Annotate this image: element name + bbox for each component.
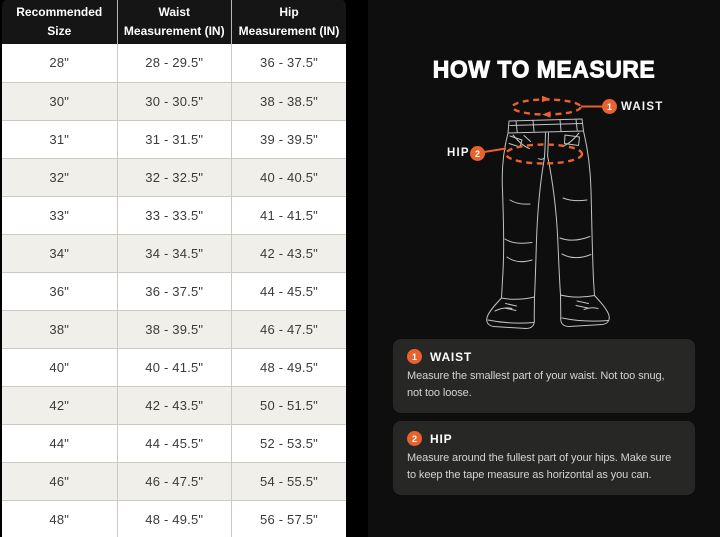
size-table — [2, 0, 346, 537]
pants-illustration — [465, 90, 625, 340]
waist-cell: 30 - 30.5" — [117, 82, 232, 120]
table-row — [2, 234, 346, 272]
measurement-cards — [393, 339, 695, 495]
size-chart — [0, 0, 349, 537]
size-cell: 34" — [2, 234, 117, 272]
size-cell: 46" — [2, 462, 117, 500]
table-row — [2, 196, 346, 234]
hip-card-badge: 2 — [407, 431, 422, 446]
table-row — [2, 82, 346, 120]
size-cell: 36" — [2, 272, 117, 310]
hip-cell: 36 - 37.5" — [232, 44, 347, 82]
hip-cell: 56 - 57.5" — [232, 500, 347, 537]
size-cell: 40" — [2, 348, 117, 386]
size-cell: 28" — [2, 44, 117, 82]
hip-cell: 48 - 49.5" — [232, 348, 347, 386]
table-row — [2, 120, 346, 158]
table-row — [2, 462, 346, 500]
hip-cell: 52 - 53.5" — [232, 424, 347, 462]
measurement-diagram — [368, 0, 720, 345]
size-cell: 48" — [2, 500, 117, 537]
header-line: Size — [47, 24, 72, 38]
header-line: Hip — [279, 5, 299, 20]
waist-cell: 46 - 47.5" — [117, 462, 232, 500]
table-row — [2, 158, 346, 196]
waist-tape-ellipse — [513, 100, 581, 115]
waist-cell: 38 - 39.5" — [117, 310, 232, 348]
tape-arrow-right-icon — [542, 96, 551, 102]
table-row — [2, 310, 346, 348]
waist-card-header — [407, 349, 681, 364]
hip-card-text: Measure around the fullest part of your hips. Make sure to keep the tape measure as horizontal as you can. — [407, 452, 672, 482]
waist-cell: 28 - 29.5" — [117, 44, 232, 82]
waist-cell: 42 - 43.5" — [117, 386, 232, 424]
hip-card-title: HIP — [430, 431, 453, 446]
header-recommended-size — [2, 0, 117, 44]
size-cell: 38" — [2, 310, 117, 348]
waist-card-title: WAIST — [430, 349, 472, 364]
waist-cell: 32 - 32.5" — [117, 158, 232, 196]
hip-cell: 54 - 55.5" — [232, 462, 347, 500]
size-table-body — [2, 44, 346, 537]
waist-cell: 31 - 31.5" — [117, 120, 232, 158]
hip-card-header — [407, 431, 681, 446]
size-cell: 31" — [2, 120, 117, 158]
hip-cell: 44 - 45.5" — [232, 272, 347, 310]
header-line: Waist — [158, 5, 191, 20]
hip-cell: 46 - 47.5" — [232, 310, 347, 348]
waist-cell: 33 - 33.5" — [117, 196, 232, 234]
header-line: Measurement (IN) — [238, 24, 340, 38]
size-cell: 33" — [2, 196, 117, 234]
header-hip-measurement — [232, 0, 347, 44]
header-line: Recommended — [16, 5, 103, 20]
hip-card — [393, 421, 695, 495]
waist-cell: 44 - 45.5" — [117, 424, 232, 462]
waist-cell: 36 - 37.5" — [117, 272, 232, 310]
tape-arrow-left-icon — [542, 111, 551, 117]
table-row — [2, 386, 346, 424]
table-row — [2, 424, 346, 462]
header-line: Measurement (IN) — [123, 24, 225, 38]
waist-callout-label: WAIST — [621, 101, 664, 113]
hip-cell: 50 - 51.5" — [232, 386, 347, 424]
size-cell: 30" — [2, 82, 117, 120]
hip-callout-label: HIP — [447, 147, 470, 159]
waist-cell: 48 - 49.5" — [117, 500, 232, 537]
size-cell: 42" — [2, 386, 117, 424]
hip-number-badge: 2 — [470, 146, 485, 161]
table-row — [2, 44, 346, 82]
hip-cell: 38 - 38.5" — [232, 82, 347, 120]
hip-cell: 39 - 39.5" — [232, 120, 347, 158]
size-cell: 32" — [2, 158, 117, 196]
hip-cell: 41 - 41.5" — [232, 196, 347, 234]
table-row — [2, 348, 346, 386]
table-header-row — [2, 0, 346, 44]
waist-card — [393, 339, 695, 413]
table-row — [2, 272, 346, 310]
waist-cell: 40 - 41.5" — [117, 348, 232, 386]
size-cell: 44" — [2, 424, 117, 462]
hip-leader-line — [484, 149, 506, 153]
waist-number-badge: 1 — [602, 99, 617, 114]
panel-title: HOW TO MEASURE — [432, 55, 656, 83]
header-waist-measurement — [117, 0, 232, 44]
hip-cell: 40 - 40.5" — [232, 158, 347, 196]
waist-card-text: Measure the smallest part of your waist. Not too snug, not too loose. — [407, 370, 665, 400]
table-row — [2, 500, 346, 537]
waist-cell: 34 - 34.5" — [117, 234, 232, 272]
hip-cell: 42 - 43.5" — [232, 234, 347, 272]
waist-card-badge: 1 — [407, 349, 422, 364]
how-to-measure-panel — [368, 0, 720, 537]
